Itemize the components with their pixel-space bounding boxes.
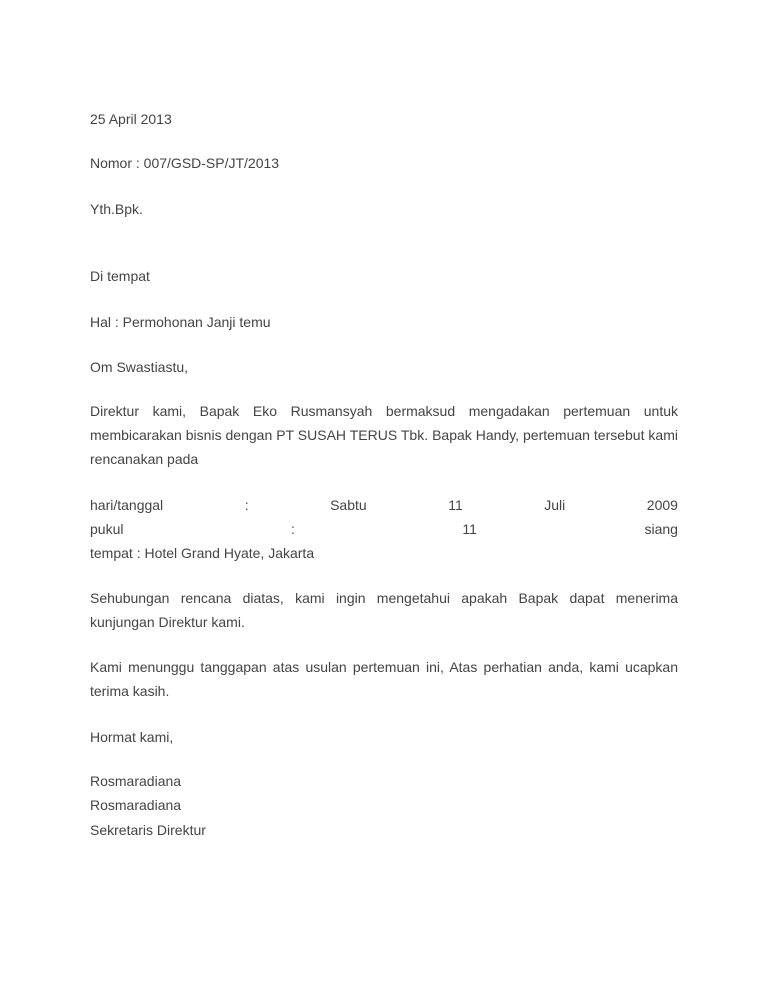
schedule-hour: 11 xyxy=(462,521,477,537)
signature-name-2: Rosmaradiana xyxy=(90,797,182,813)
schedule-period: siang xyxy=(644,521,678,537)
schedule-time-label: pukul xyxy=(90,521,124,537)
letter-addressee: Yth.Bpk. xyxy=(90,201,143,217)
schedule-day-colon: : xyxy=(244,497,249,513)
letter-greeting: Om Swastiastu, xyxy=(90,359,189,375)
schedule-day-label: hari/tanggal xyxy=(90,497,164,513)
letter-number: Nomor : 007/GSD-SP/JT/2013 xyxy=(90,155,280,171)
letter-date: 25 April 2013 xyxy=(90,111,172,127)
schedule-day-row xyxy=(90,496,678,514)
schedule-weekday: Sabtu xyxy=(330,497,367,513)
schedule-date: 11 xyxy=(448,497,463,513)
schedule-time-row xyxy=(90,520,678,538)
letter-paragraph-3: Kami menunggu tanggapan atas usulan pertemuan ini, Atas perhatian anda, kami ucapkan terima kasih. xyxy=(90,659,678,699)
letter-paragraph-2: Sehubungan rencana diatas, kami ingin mengetahui apakah Bapak dapat menerima kunjungan Direktur kami. xyxy=(90,590,678,630)
letter-closing: Hormat kami, xyxy=(90,729,174,745)
schedule-place: tempat : Hotel Grand Hyate, Jakarta xyxy=(90,545,315,561)
letter-location: Di tempat xyxy=(90,268,150,284)
schedule-time-colon: : xyxy=(291,521,295,537)
signature-title: Sekretaris Direktur xyxy=(90,822,206,838)
signature-name-1: Rosmaradiana xyxy=(90,773,182,789)
letter-subject: Hal : Permohonan Janji temu xyxy=(90,314,271,330)
letter-paragraph-1: Direktur kami, Bapak Eko Rusmansyah bermaksud mengadakan pertemuan untuk membicarakan bisnis dengan PT SUSAH TERUS Tbk. Bapak Handy, pertemuan tersebut kami rencanakan pada xyxy=(90,403,678,467)
schedule-month: Juli xyxy=(544,497,566,513)
schedule-year: 2009 xyxy=(646,497,678,513)
